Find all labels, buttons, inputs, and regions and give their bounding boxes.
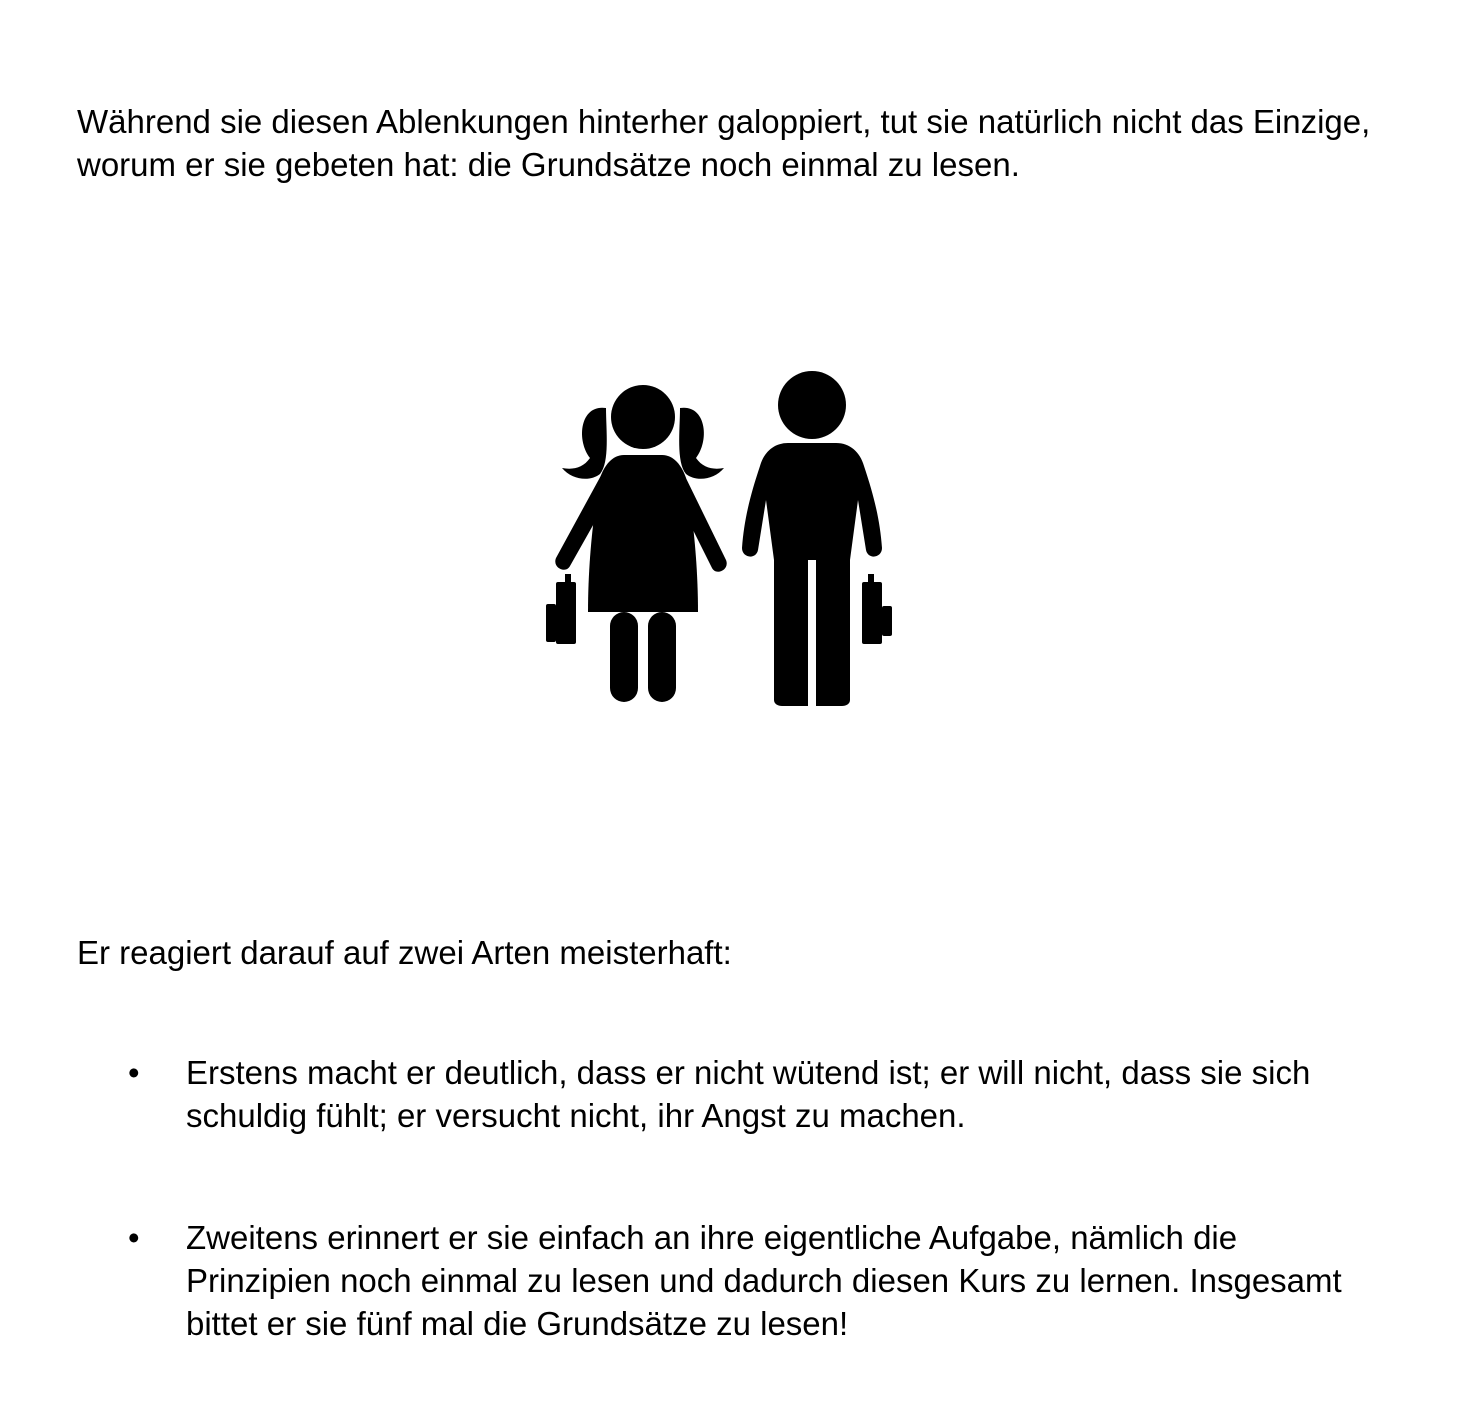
girl-bag [556, 582, 576, 644]
lead-paragraph: Er reagiert darauf auf zwei Arten meisterhaft: [77, 934, 732, 971]
boy-head [778, 371, 846, 439]
boy-leg-gap [808, 560, 816, 706]
bullet-marker: • [128, 1054, 140, 1091]
children-with-schoolbags-icon [540, 362, 900, 712]
girl-head [611, 385, 675, 449]
girl-right-leg [648, 612, 676, 702]
girl-bag-pocket [546, 604, 556, 642]
bullet-text: Zweitens erinnert er sie einfach an ihre eigentliche Aufgabe, nämlich die Prinzipien noch einmal zu lesen und dadurch diesen Kurs zu lernen. Insgesamt bittet er sie fünf mal die Grundsätze zu lesen! [186, 1219, 1342, 1342]
girl-right-pigtail [679, 408, 724, 479]
intro-paragraph: Während sie diesen Ablenkungen hinterher galoppiert, tut sie natürlich nicht das Einzige, worum er sie gebeten hat: die Grundsätze noch einmal zu lesen. [77, 103, 1371, 183]
bullet-marker: • [128, 1219, 140, 1256]
boy-bag [862, 582, 882, 644]
boy-bag-pocket [882, 606, 892, 636]
girl-left-pigtail [562, 408, 607, 479]
children-illustration [540, 362, 900, 712]
girl-left-leg [610, 612, 638, 702]
bullet-text: Erstens macht er deutlich, dass er nicht wütend ist; er will nicht, dass sie sich schuldig fühlt; er versucht nicht, ihr Angst zu machen. [186, 1054, 1311, 1134]
